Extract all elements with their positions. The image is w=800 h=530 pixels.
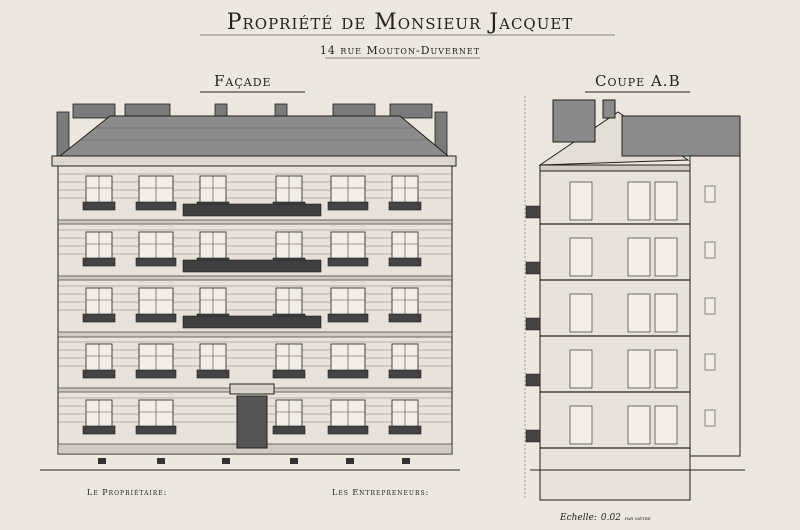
basement-vent xyxy=(346,458,354,464)
owner-signature-label: Le Propriétaire: xyxy=(87,488,168,497)
section-label: Coupe A.B xyxy=(595,72,681,90)
facade-window xyxy=(83,232,115,266)
basement-vent xyxy=(157,458,165,464)
section-drawing xyxy=(525,96,745,500)
facade-window xyxy=(273,400,305,434)
facade-window xyxy=(328,232,368,266)
scale-ratio: 0.02 xyxy=(600,513,621,523)
facade-window xyxy=(83,400,115,434)
scale-label xyxy=(560,513,651,523)
entrance-door xyxy=(237,396,267,448)
facade-window xyxy=(136,344,176,378)
facade-elevation xyxy=(40,104,460,470)
facade-window xyxy=(389,176,421,210)
contractors-signature-label: Les Entrepreneurs: xyxy=(332,488,430,497)
basement-vent xyxy=(290,458,298,464)
facade-window xyxy=(197,344,229,378)
facade-window xyxy=(389,232,421,266)
scale-text: Echelle: xyxy=(560,513,597,523)
facade-window xyxy=(136,232,176,266)
drawing-title: Propriété de Monsieur Jacquet xyxy=(226,10,574,35)
facade-roof xyxy=(60,116,448,156)
facade-window xyxy=(136,288,176,322)
balcony-railing xyxy=(183,204,321,216)
facade-window xyxy=(83,344,115,378)
facade-window xyxy=(389,344,421,378)
facade-window xyxy=(83,288,115,322)
facade-window xyxy=(328,400,368,434)
facade-window xyxy=(136,176,176,210)
facade-window xyxy=(328,288,368,322)
facade-label: Façade xyxy=(214,72,272,90)
balcony-railing xyxy=(183,260,321,272)
balcony-railing xyxy=(183,316,321,328)
scale-note: par mètre xyxy=(624,515,651,522)
facade-window xyxy=(328,176,368,210)
facade-window xyxy=(273,344,305,378)
facade-window xyxy=(328,344,368,378)
drawing-address: 14 rue Mouton-Duvernet xyxy=(319,44,481,57)
basement-vent xyxy=(98,458,106,464)
facade-window xyxy=(389,288,421,322)
basement-vent xyxy=(402,458,410,464)
facade-window xyxy=(83,176,115,210)
basement-vent xyxy=(222,458,230,464)
facade-window xyxy=(136,400,176,434)
facade-window xyxy=(389,400,421,434)
